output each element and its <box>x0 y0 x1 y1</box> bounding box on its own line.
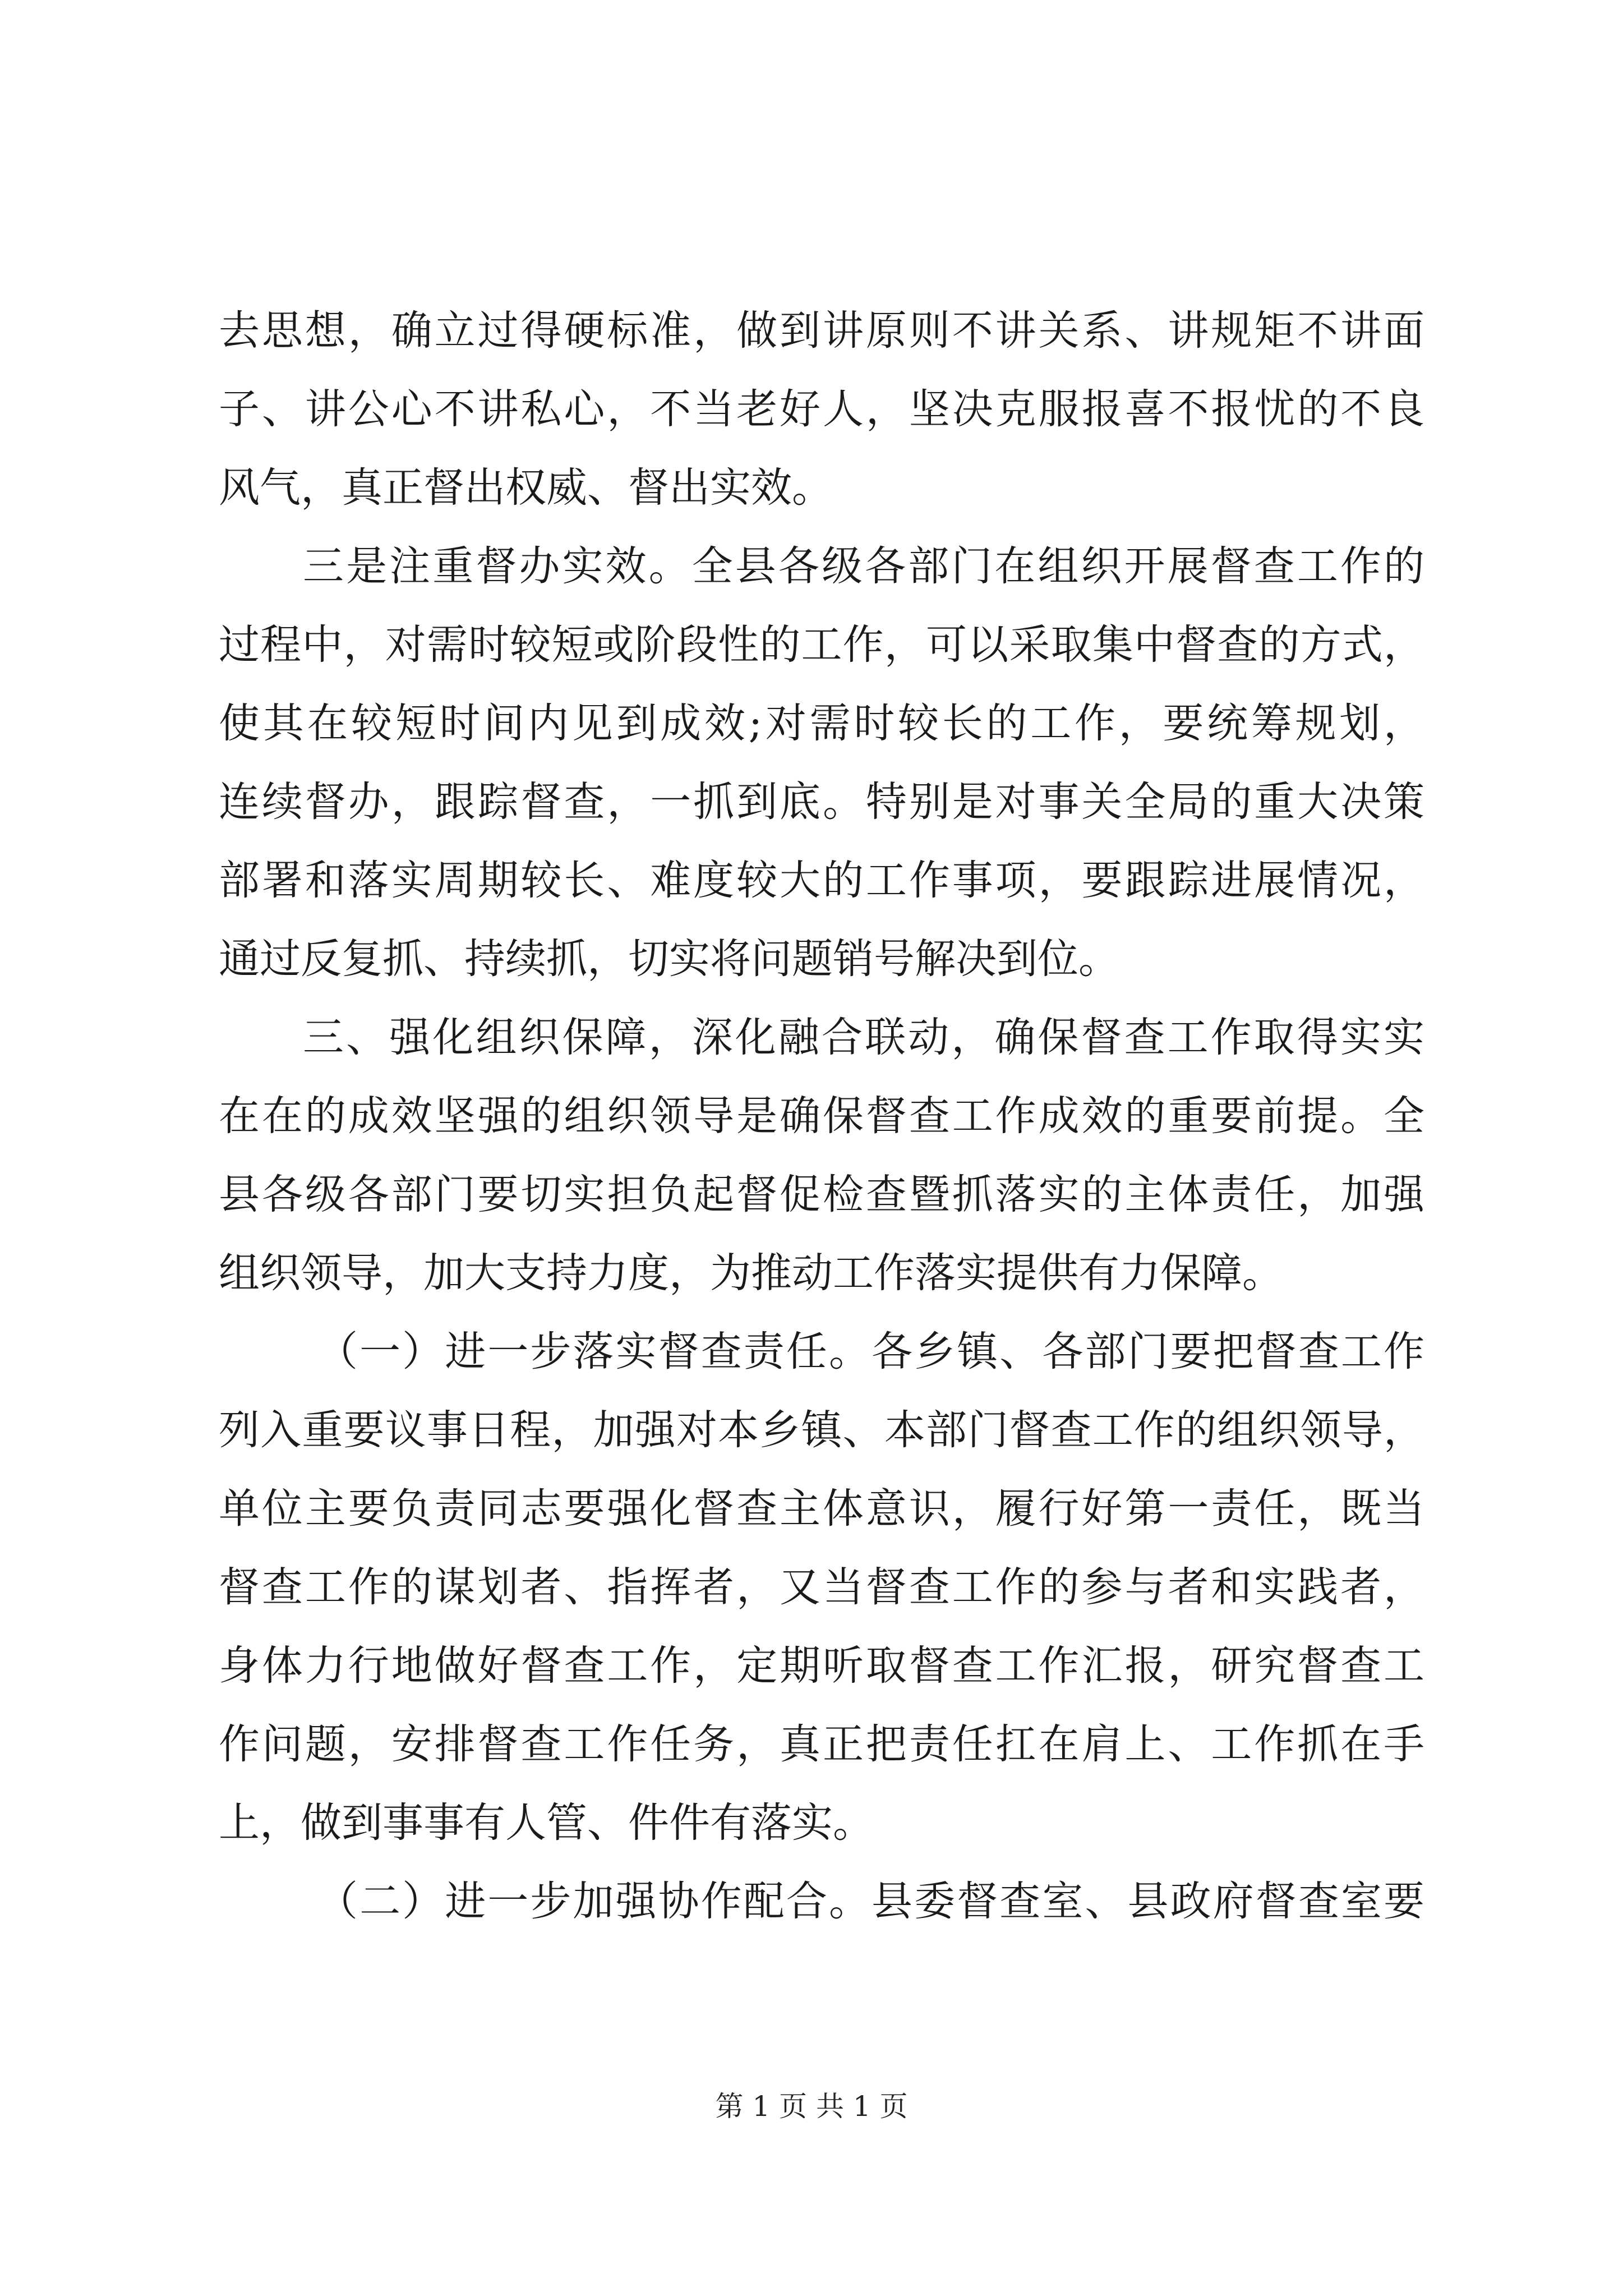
text-line-3: 风气，真正督出权威、督出实效。 <box>219 464 833 512</box>
text-line-17: 督查工作的谋划者、指挥者，又当督查工作的参与者和实践者， <box>219 1563 1424 1611</box>
text-line-12: 县各级各部门要切实担负起督促检查暨抓落实的主体责任，加强 <box>219 1171 1424 1218</box>
text-line-21: （二）进一步加强协作配合。县委督查室、县政府督查室要 <box>317 1878 1424 1925</box>
text-line-7: 连续督办，跟踪督查，一抓到底。特别是对事关全局的重大决策 <box>219 778 1424 826</box>
text-line-2: 子、讲公心不讲私心，不当老好人，坚决克服报喜不报忧的不良 <box>219 385 1424 433</box>
text-line-5: 过程中，对需时较短或阶段性的工作，可以采取集中督查的方式， <box>219 621 1424 669</box>
text-line-6: 使其在较短时间内见到成效;对需时较长的工作，要统筹规划， <box>219 700 1424 747</box>
text-line-9: 通过反复抓、持续抓，切实将问题销号解决到位。 <box>219 935 1119 983</box>
text-line-10: 三、强化组织保障，深化融合联动，确保督查工作取得实实 <box>303 1014 1424 1061</box>
text-line-13: 组织领导，加大支持力度，为推动工作落实提供有力保障。 <box>219 1249 1283 1297</box>
text-line-20: 上，做到事事有人管、件件有落实。 <box>219 1799 874 1847</box>
text-line-18: 身体力行地做好督查工作，定期听取督查工作汇报，研究督查工 <box>219 1642 1424 1690</box>
body-text <box>219 292 1424 1941</box>
text-line-16: 单位主要负责同志要强化督查主体意识，履行好第一责任，既当 <box>219 1485 1424 1533</box>
text-line-4: 三是注重督办实效。全县各级各部门在组织开展督查工作的 <box>303 542 1424 590</box>
text-line-15: 列入重要议事日程，加强对本乡镇、本部门督查工作的组织领导， <box>219 1406 1424 1454</box>
text-line-19: 作问题，安排督查工作任务，真正把责任扛在肩上、工作抓在手 <box>219 1720 1424 1768</box>
text-line-14: （一）进一步落实督查责任。各乡镇、各部门要把督查工作 <box>317 1328 1424 1375</box>
text-line-11: 在在的成效坚强的组织领导是确保督查工作成效的重要前提。全 <box>219 1092 1424 1140</box>
text-line-1: 去思想，确立过得硬标准，做到讲原则不讲关系、讲规矩不讲面 <box>219 307 1424 355</box>
text-line-8: 部署和落实周期较长、难度较大的工作事项，要跟踪进展情况， <box>219 857 1424 904</box>
page-number-footer: 第 1 页 共 1 页 <box>715 2090 908 2123</box>
